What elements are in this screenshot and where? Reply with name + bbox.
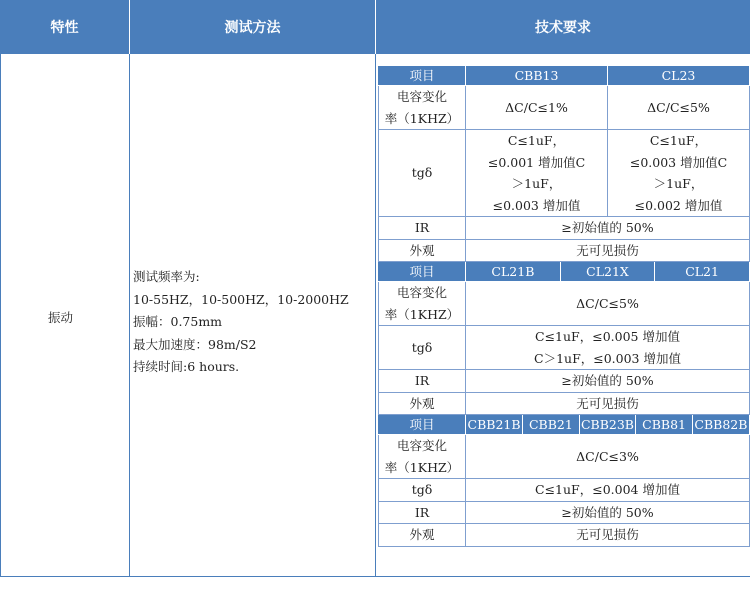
tg-row [379, 130, 750, 217]
capacitance-value: ΔC/C≤1% [466, 86, 608, 130]
method-line: 振幅：0.75mm [133, 314, 223, 329]
model-label: CBB82B [692, 415, 749, 434]
model-label: CBB13 [466, 66, 608, 86]
model-label: CBB81 [636, 415, 693, 434]
method-line: 持续时间:6 hours. [133, 359, 240, 374]
tg-value: C≤1uF， ≤0.001 增加值C ＞1uF， ≤0.003 增加值 [466, 130, 608, 217]
appearance-value: 无可见损伤 [466, 392, 750, 415]
ir-value: ≥初始值的 50% [466, 501, 750, 524]
tg-value: C≤1uF，≤0.004 增加值 [466, 479, 750, 502]
appearance-label: 外观 [379, 524, 466, 547]
capacitance-label: 电容变化 率（1KHZ） [379, 86, 466, 130]
header-test-method: 测试方法 [130, 0, 375, 54]
ir-label: IR [379, 370, 466, 393]
test-method-cell [133, 266, 349, 379]
tg-row [379, 479, 750, 502]
ir-row [379, 370, 750, 393]
tg-value: C≤1uF，≤0.005 增加值 C＞1uF，≤0.003 增加值 [466, 326, 750, 370]
requirements-table [378, 65, 750, 547]
method-line: 测试频率为: [133, 269, 200, 284]
ir-value: ≥初始值的 50% [466, 217, 750, 240]
model-label: CL21X [560, 262, 654, 281]
grid-line [129, 54, 130, 576]
group1-header-row [379, 66, 750, 86]
capacitance-label: 电容变化 率（1KHZ） [379, 282, 466, 326]
item-label: 项目 [379, 262, 466, 282]
model-label: CBB21B [466, 415, 523, 434]
ir-row [379, 501, 750, 524]
item-label: 项目 [379, 415, 466, 435]
appearance-value: 无可见损伤 [466, 524, 750, 547]
ir-value: ≥初始值的 50% [466, 370, 750, 393]
capacitance-value: ΔC/C≤3% [466, 435, 750, 479]
capacitance-value: ΔC/C≤5% [466, 282, 750, 326]
grid-line [375, 54, 376, 576]
header-tech-requirements: 技术要求 [376, 0, 750, 54]
method-line: 最大加速度：98m/S2 [133, 336, 257, 352]
capacitance-label: 电容变化 率（1KHZ） [379, 435, 466, 479]
capacitance-row [379, 282, 750, 326]
capacitance-value: ΔC/C≤5% [608, 86, 750, 130]
tg-value: C≤1uF， ≤0.003 增加值C ＞1uF， ≤0.002 增加值 [608, 130, 750, 217]
appearance-row [379, 392, 750, 415]
ir-row [379, 217, 750, 240]
method-line: 10-55HZ，10-500HZ，10-2000HZ [133, 291, 349, 307]
model-label: CBB21 [523, 415, 580, 434]
group3-header-row [379, 415, 750, 435]
capacitance-row [379, 435, 750, 479]
ir-label: IR [379, 501, 466, 524]
appearance-label: 外观 [379, 239, 466, 262]
tg-label: tgδ [379, 479, 466, 502]
group2-header-row [379, 262, 750, 282]
item-label: 项目 [379, 66, 466, 86]
model-label: CL21 [655, 262, 749, 281]
model-list [466, 415, 750, 435]
grid-line [0, 54, 1, 576]
model-label: CL21B [466, 262, 560, 281]
model-label: CBB23B [580, 417, 634, 432]
ir-label: IR [379, 217, 466, 240]
model-label: CL23 [608, 66, 750, 86]
appearance-label: 外观 [379, 392, 466, 415]
tg-row [379, 326, 750, 370]
tg-label: tgδ [379, 326, 466, 370]
characteristic-cell: 振动 [48, 310, 74, 325]
bottom-line [0, 576, 750, 577]
tg-label: tgδ [379, 130, 466, 217]
appearance-row [379, 524, 750, 547]
appearance-row [379, 239, 750, 262]
appearance-value: 无可见损伤 [466, 239, 750, 262]
capacitance-row [379, 86, 750, 130]
header-characteristic: 特性 [0, 0, 129, 54]
model-list [466, 262, 750, 282]
